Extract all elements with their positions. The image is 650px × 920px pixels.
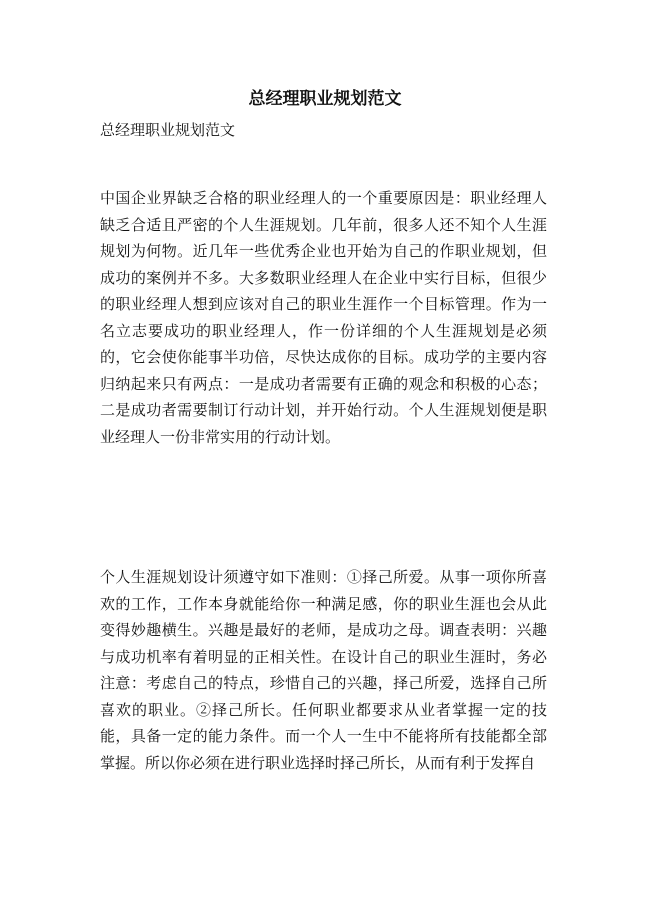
body-paragraph-1: 中国企业界缺乏合格的职业经理人的一个重要原因是：职业经理人缺乏合适且严密的个人生涯规划。几年前，很多人还不知个人生涯规划为何物。近几年一些优秀企业也开始为自己的作职业规划，但成功的案例并不多。大多数职业经理人在企业中实行目标，但很少的职业经理人想到应该对自己的职业生涯作一个目标管理。作为一名立志要成功的职业经理人，作一份详细的个人生涯规划是必须的，它会使你能事半功倍，尽快达成你的目标。成功学的主要内容归纳起来只有两点：一是成功者需要有正确的观念和积极的心态；二是成功者需要制订行动计划，并开始行动。个人生涯规划便是职业经理人一份非常实用的行动计划。 [100,189,547,446]
document-subtitle: 总经理职业规划范文 [100,121,236,139]
document-title: 总经理职业规划范文 [248,89,402,109]
body-paragraph-2: 个人生涯规划设计须遵守如下准则：①择己所爱。从事一项你所喜欢的工作，工作本身就能给你一种满足感，你的职业生涯也会从此变得妙趣横生。兴趣是最好的老师，是成功之母。调查表明：兴趣与成功机率有着明显的正相关性。在设计自己的职业生涯时，务必注意：考虑自己的特点，珍惜自己的兴趣，择己所爱，选择自己所喜欢的职业。②择己所长。任何职业都要求从业者掌握一定的技能，具备一定的能力条件。而一个人一生中不能将所有技能都全部掌握。所以你必须在进行职业选择时择己所长，从而有利于发挥自 [100,568,547,772]
